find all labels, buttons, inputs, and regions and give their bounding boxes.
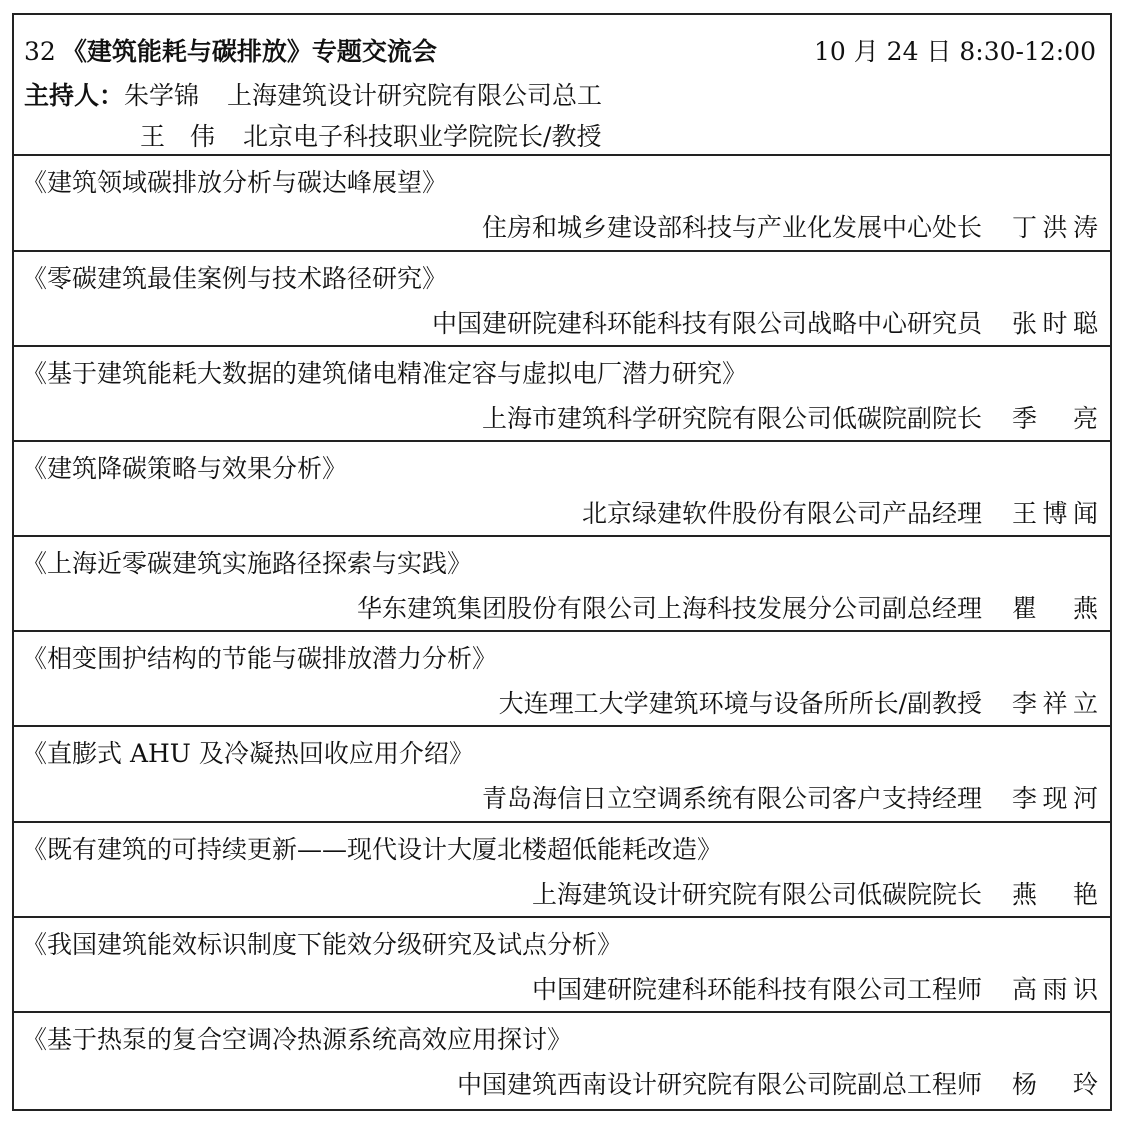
speaker-organization: 上海市建筑科学研究院有限公司低碳院副院长	[481, 404, 982, 433]
talk-row	[14, 632, 1110, 727]
talk-speaker	[582, 499, 1098, 529]
host-line-2	[24, 122, 1096, 152]
talk-speaker	[357, 594, 1098, 624]
host-line-1	[24, 81, 1096, 111]
speaker-name: 丁洪涛	[1012, 213, 1098, 242]
talk-topic: 《零碳建筑最佳案例与技术路径研究》	[22, 264, 448, 293]
speaker-name: 李祥立	[1012, 689, 1098, 718]
talk-row	[14, 918, 1110, 1013]
speaker-organization: 大连理工大学建筑环境与设备所所长/副教授	[498, 689, 982, 718]
speaker-name: 李现河	[1012, 784, 1098, 813]
talk-topic: 《建筑领域碳排放分析与碳达峰展望》	[22, 168, 448, 197]
talk-row	[14, 442, 1110, 537]
speaker-organization: 中国建研院建科环能科技有限公司战略中心研究员	[431, 309, 982, 338]
talk-speaker	[532, 975, 1098, 1005]
talk-row	[14, 252, 1110, 347]
speaker-name: 瞿 燕	[1012, 594, 1098, 623]
host-label: 主持人：	[24, 81, 125, 110]
talk-topic: 《上海近零碳建筑实施路径探索与实践》	[22, 549, 473, 578]
session-schedule-table	[12, 13, 1112, 1111]
talk-topic: 《直膨式 AHU 及冷凝热回收应用介绍》	[22, 739, 474, 768]
speaker-organization: 青岛海信日立空调系统有限公司客户支持经理	[481, 784, 982, 813]
host-title: 北京电子科技职业学院院长/教授	[243, 122, 602, 151]
talk-row	[14, 537, 1110, 632]
talk-row	[14, 1013, 1110, 1109]
talk-speaker	[482, 213, 1098, 243]
talk-topic: 《建筑降碳策略与效果分析》	[22, 454, 348, 483]
talk-topic: 《基于热泵的复合空调冷热源系统高效应用探讨》	[22, 1025, 573, 1054]
talk-speaker	[499, 689, 1098, 719]
talk-row	[14, 156, 1110, 252]
talk-topic: 《我国建筑能效标识制度下能效分级研究及试点分析》	[22, 930, 623, 959]
speaker-name: 张时聪	[1012, 309, 1098, 338]
speaker-organization: 北京绿建软件股份有限公司产品经理	[581, 499, 982, 528]
session-title-line	[24, 37, 1096, 67]
talk-row	[14, 823, 1110, 918]
speaker-name: 高雨识	[1012, 975, 1098, 1004]
talk-speaker	[432, 309, 1098, 339]
talk-topic: 《相变围护结构的节能与碳排放潜力分析》	[22, 644, 498, 673]
speaker-organization: 上海建筑设计研究院有限公司低碳院院长	[531, 880, 982, 909]
speaker-organization: 中国建筑西南设计研究院有限公司院副总工程师	[456, 1070, 982, 1099]
talk-row	[14, 727, 1110, 823]
session-title: 《建筑能耗与碳排放》专题交流会	[61, 37, 437, 66]
talk-speaker	[482, 784, 1098, 814]
talk-speaker	[532, 880, 1098, 910]
talk-topic: 《基于建筑能耗大数据的建筑储电精准定容与虚拟电厂潜力研究》	[22, 359, 748, 388]
speaker-organization: 华东建筑集团股份有限公司上海科技发展分公司副总经理	[356, 594, 982, 623]
speaker-name: 季 亮	[1012, 404, 1098, 433]
session-number: 32	[24, 37, 56, 66]
session-header	[14, 15, 1110, 156]
speaker-organization: 中国建研院建科环能科技有限公司工程师	[531, 975, 982, 1004]
talk-topic: 《既有建筑的可持续更新——现代设计大厦北楼超低能耗改造》	[22, 835, 723, 864]
talk-row	[14, 347, 1110, 442]
session-date: 10 月 24 日 8:30-12:00	[813, 37, 1096, 66]
talk-speaker	[482, 404, 1098, 434]
talk-speaker	[457, 1070, 1098, 1100]
talk-list	[14, 156, 1110, 1109]
host-title: 上海建筑设计研究院有限公司总工	[227, 81, 603, 110]
speaker-organization: 住房和城乡建设部科技与产业化发展中心处长	[481, 213, 982, 242]
host-name: 朱学锦	[124, 81, 200, 110]
host-name: 王 伟	[140, 122, 216, 151]
speaker-name: 杨 玲	[1012, 1070, 1098, 1099]
speaker-name: 王博闻	[1012, 499, 1098, 528]
speaker-name: 燕 艳	[1012, 880, 1098, 909]
